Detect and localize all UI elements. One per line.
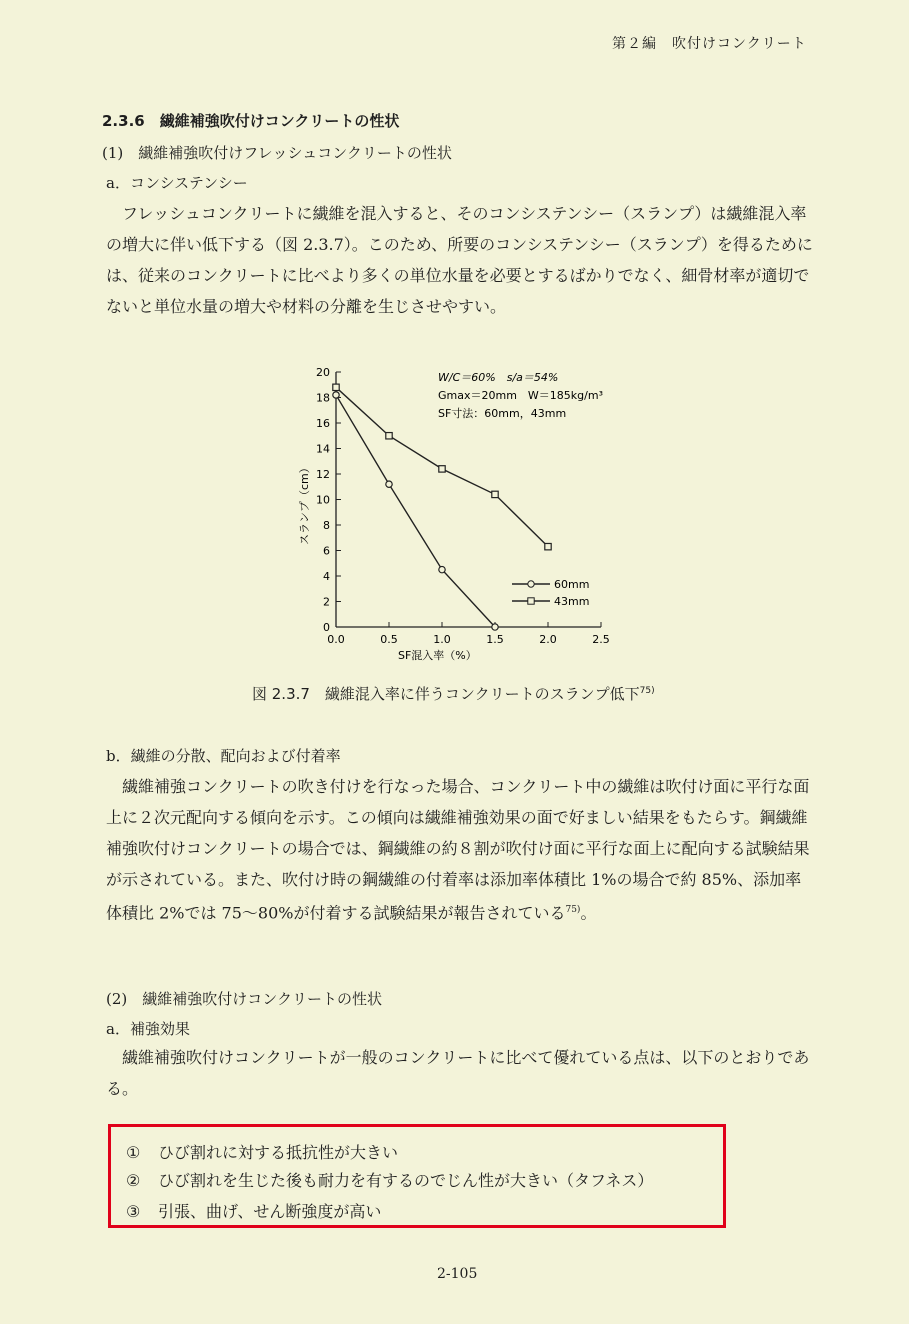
subsection-title-1: (1) 繊維補強吹付けフレッシュコンクリートの性状 — [102, 144, 452, 162]
paragraph-consistency: フレッシュコンクリートに繊維を混入すると、そのコンシステンシー（スランプ）は繊維混入率の増大に伴い低下する（図 2.3.7）。このため、所要のコンシステンシー（スランプ）を得るためには、従来のコンクリートに比べより多くの単位水量を必要とするばかりでなく、細骨材率が適切でないと単位水量の増大や材料の分離を生じさせやすい。 — [106, 204, 813, 316]
data-point-43mm — [492, 491, 498, 497]
legend-marker — [528, 598, 534, 604]
item-heading-dispersion: b．繊維の分散、配向および付着率 — [106, 747, 341, 765]
x-axis-label: SF混入率（%） — [398, 649, 477, 662]
y-tick-label: 14 — [316, 442, 330, 456]
x-tick-label: 2.5 — [592, 633, 610, 646]
section-title: 2.3.6 繊維補強吹付けコンクリートの性状 — [102, 112, 400, 130]
paragraph-reinforcement: 繊維補強吹付けコンクリートが一般のコンクリートに比べて優れている点は、以下のとおりである。 — [106, 1048, 810, 1098]
list-item: ① ひび割れに対する抵抗性が大きい — [126, 1143, 399, 1162]
paragraph-dispersion: 繊維補強コンクリートの吹き付けを行なった場合、コンクリート中の繊維は吹付け面に平行な面上に２次元配向する傾向を示す。この傾向は繊維補強効果の面で好ましい結果をもたらす。鋼繊維補強吹付けコンクリートの場合では、鋼繊維の約８割が吹付け面に平行な面上に配向する試験結果が示されている。また、吹付け時の鋼繊維の付着率は添加率体積比 1%の場合で約 85%、添加率体積比 2%では 75～80%が付着する試験結果が報告されている$^{75)}$。 — [106, 777, 810, 923]
legend-marker — [528, 581, 534, 587]
item-heading-reinforcement: a．補強効果 — [106, 1020, 190, 1038]
data-point-43mm — [439, 466, 445, 472]
data-point-60mm — [333, 392, 339, 398]
y-tick-label: 16 — [316, 417, 330, 430]
running-header: 第２編 吹付けコンクリート — [612, 36, 807, 52]
subsection-title-2: (2) 繊維補強吹付けコンクリートの性状 — [106, 990, 382, 1008]
chart-series — [333, 384, 551, 630]
y-tick-label: 0 — [323, 621, 330, 634]
list-item: ② ひび割れを生じた後も耐力を有するのでじん性が大きい（タフネス） — [126, 1171, 654, 1190]
data-point-60mm — [492, 624, 498, 630]
item-heading-consistency: a．コンシステンシー — [106, 174, 248, 192]
chart-note-sf: SF寸法：60mm，43mm — [438, 407, 567, 420]
x-tick-label: 2.0 — [539, 633, 557, 646]
y-tick-label: 12 — [316, 468, 330, 481]
legend-label: 43mm — [554, 595, 590, 608]
series-line-60mm — [336, 395, 495, 627]
figure-caption: 図 2.3.7 繊維混入率に伴うコンクリートのスランプ低下$^{75)}$ — [252, 685, 655, 703]
chart-note-wc: W/C＝60% s/a＝54% — [438, 371, 559, 384]
data-point-43mm — [545, 543, 551, 549]
page-number: 2-105 — [437, 1266, 478, 1282]
y-tick-label: 8 — [323, 519, 330, 532]
x-tick-label: 0.0 — [327, 633, 345, 646]
x-tick-label: 1.0 — [433, 633, 451, 646]
y-axis-label: スランプ（cm） — [298, 462, 311, 545]
chart-legend — [512, 578, 589, 608]
y-tick-label: 4 — [323, 570, 330, 583]
y-tick-label: 10 — [316, 493, 330, 507]
slump-chart — [290, 355, 630, 670]
data-point-60mm — [439, 566, 445, 572]
y-tick-label: 6 — [323, 544, 330, 558]
chart-note-gmax: Gmax＝20mm W＝185kg/m³ — [438, 389, 603, 402]
x-tick-label: 1.5 — [486, 633, 504, 646]
y-tick-label: 20 — [316, 366, 330, 379]
x-tick-label: 0.5 — [380, 633, 398, 646]
data-point-43mm — [386, 433, 392, 439]
data-point-43mm — [333, 384, 339, 390]
legend-label: 60mm — [554, 578, 590, 591]
list-item: ③ 引張、曲げ、せん断強度が高い — [126, 1202, 382, 1221]
y-tick-label: 18 — [316, 391, 330, 405]
y-tick-label: 2 — [323, 595, 330, 609]
data-point-60mm — [386, 481, 392, 487]
